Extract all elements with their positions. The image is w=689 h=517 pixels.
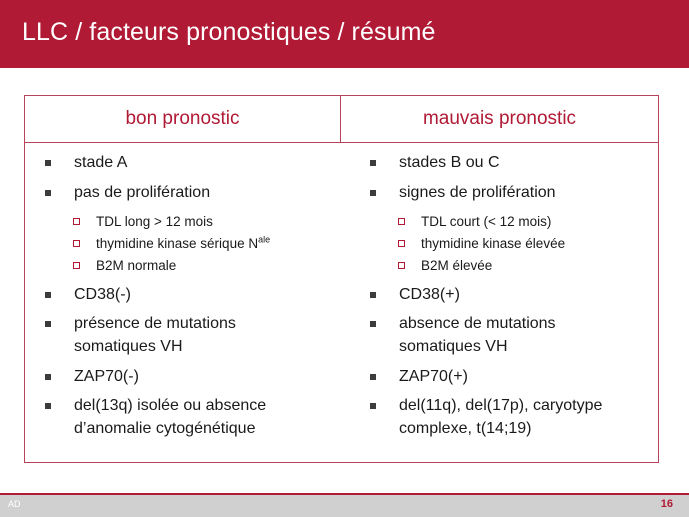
hollow-square-bullet-icon (73, 218, 80, 225)
footer-author: AD (8, 499, 21, 509)
square-bullet-icon (370, 190, 376, 196)
table-header-row (25, 96, 658, 143)
square-bullet-icon (45, 190, 51, 196)
square-bullet-icon (370, 374, 376, 380)
square-bullet-icon (45, 374, 51, 380)
hollow-square-bullet-icon (398, 218, 405, 225)
title-bar (0, 0, 689, 68)
square-bullet-icon (45, 292, 51, 298)
hollow-square-bullet-icon (73, 262, 80, 269)
header-good-prognosis: bon pronostic (125, 108, 240, 129)
square-bullet-icon (45, 321, 51, 327)
hollow-square-bullet-icon (73, 240, 80, 247)
square-bullet-icon (370, 160, 376, 166)
square-bullet-icon (45, 403, 51, 409)
prognosis-table: bon pronostic mauvais pronostic stade A pas de prolifération TDL long > 12 mois thymidine kinase sérique $N^{ale}$ B2M normale CD38(-) présence de mutations somatiques VH ZAP70(-) del(13q) isolée ou absence d’anomalie cytogénétique stades B ou C signes de prolifération TDL court (< 12 mois) thymidine kinase élevée B2M élevée CD38(+) absence de mutations somatiques VH ZAP70(+) del(11q), del(17p), caryotype complexe, t(14;19) (24, 95, 659, 463)
slide-title: LLC / facteurs pronostiques / résumé (22, 18, 436, 46)
square-bullet-icon (370, 403, 376, 409)
hollow-square-bullet-icon (398, 262, 405, 269)
hollow-square-bullet-icon (398, 240, 405, 247)
square-bullet-icon (370, 292, 376, 298)
footer-bar (0, 495, 689, 517)
page-number: 16 (660, 498, 673, 510)
square-bullet-icon (45, 160, 51, 166)
square-bullet-icon (370, 321, 376, 327)
header-bad-prognosis: mauvais pronostic (340, 96, 658, 142)
